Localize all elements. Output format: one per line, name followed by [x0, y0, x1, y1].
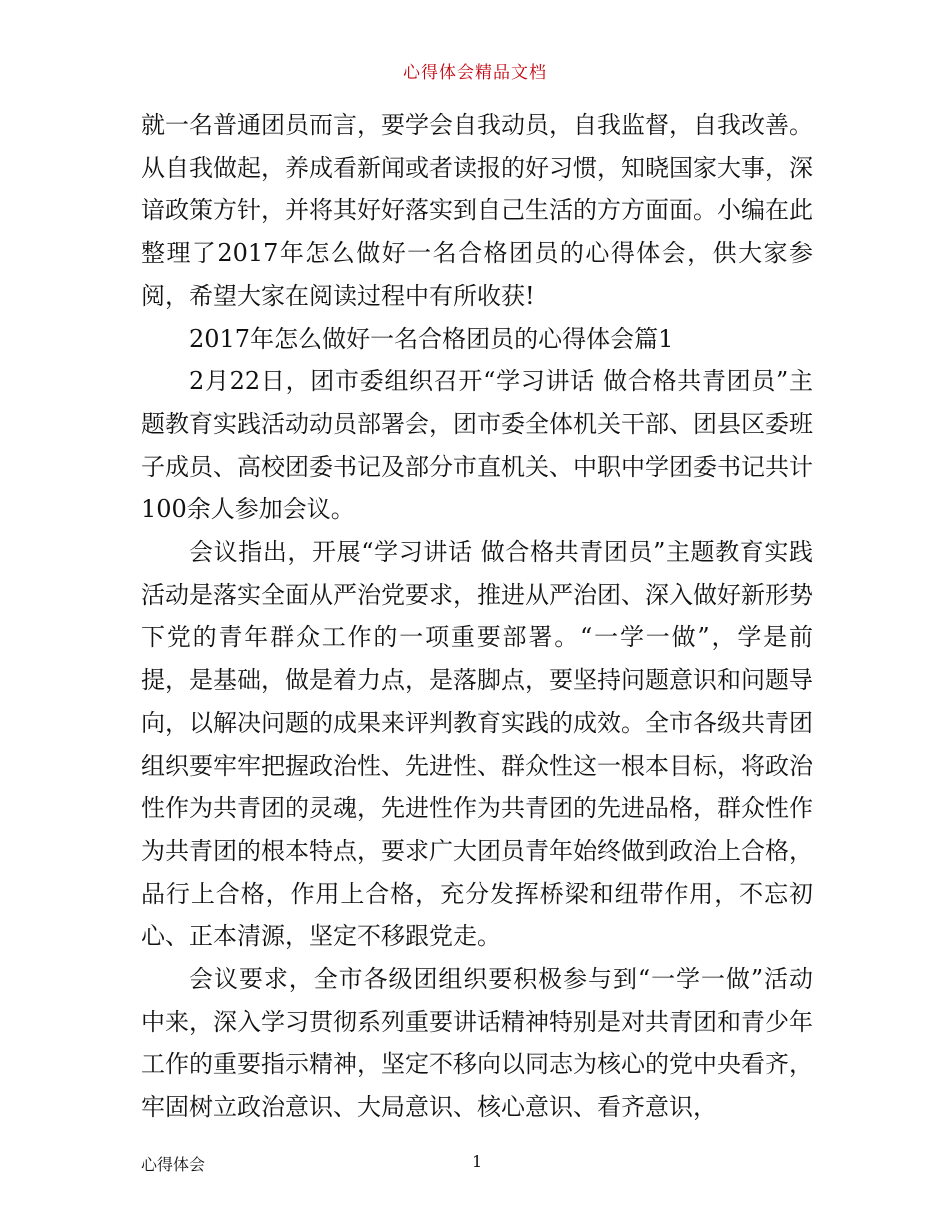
page-header-title: 心得体会精品文档 — [403, 63, 547, 83]
body-paragraph: 2月22日，团市委组织召开“学习讲话 做合格共青团员”主题教育实践活动动员部署会，团市委全体机关干部、团县区委班子成员、高校团委书记及部分市直机关、中职中学团委书记共计100余人参加会议。 — [141, 367, 813, 524]
body-paragraph: 会议要求，全市各级团组织要积极参与到“一学一做”活动中来，深入学习贯彻系列重要讲话精神特别是对共青团和青少年工作的重要指示精神，坚定不移向以同志为核心的党中央看齐，牢固树立政治意识、大局意识、核心意识、看齐意识， — [141, 965, 813, 1122]
page-number: 1 — [472, 1152, 483, 1171]
body-paragraph: 会议指出，开展“学习讲话 做合格共青团员”主题教育实践活动是落实全面从严治党要求，推进从严治团、深入做好新形势下党的青年群众工作的一项重要部署。“一学一做”，学是前提，是基础，做是着力点，是落脚点，要坚持问题意识和问题导向，以解决问题的成果来评判教育实践的成效。全市各级共青团组织要牢牢把握政治性、先进性、群众性这一根本目标，将政治性作为共青团的灵魂，先进性作为共青团的先进品格，群众性作为共青团的根本特点，要求广大团员青年始终做到政治上合格，品行上合格，作用上合格，充分发挥桥梁和纽带作用，不忘初心、正本清源，坚定不移跟党走。 — [141, 538, 813, 951]
intro-paragraph: 就一名普通团员而言，要学会自我动员，自我监督，自我改善。从自我做起，养成看新闻或者读报的好习惯，知晓国家大事，深谙政策方针，并将其好好落实到自己生活的方方面面。小编在此整理了2017年怎么做好一名合格团员的心得体会，供大家参阅，希望大家在阅读过程中有所收获! — [141, 111, 813, 310]
section-heading: 2017年怎么做好一名合格团员的心得体会篇1 — [189, 324, 674, 353]
document-body — [141, 104, 813, 1129]
page-footer — [141, 1152, 813, 1176]
footer-label: 心得体会 — [141, 1155, 206, 1174]
